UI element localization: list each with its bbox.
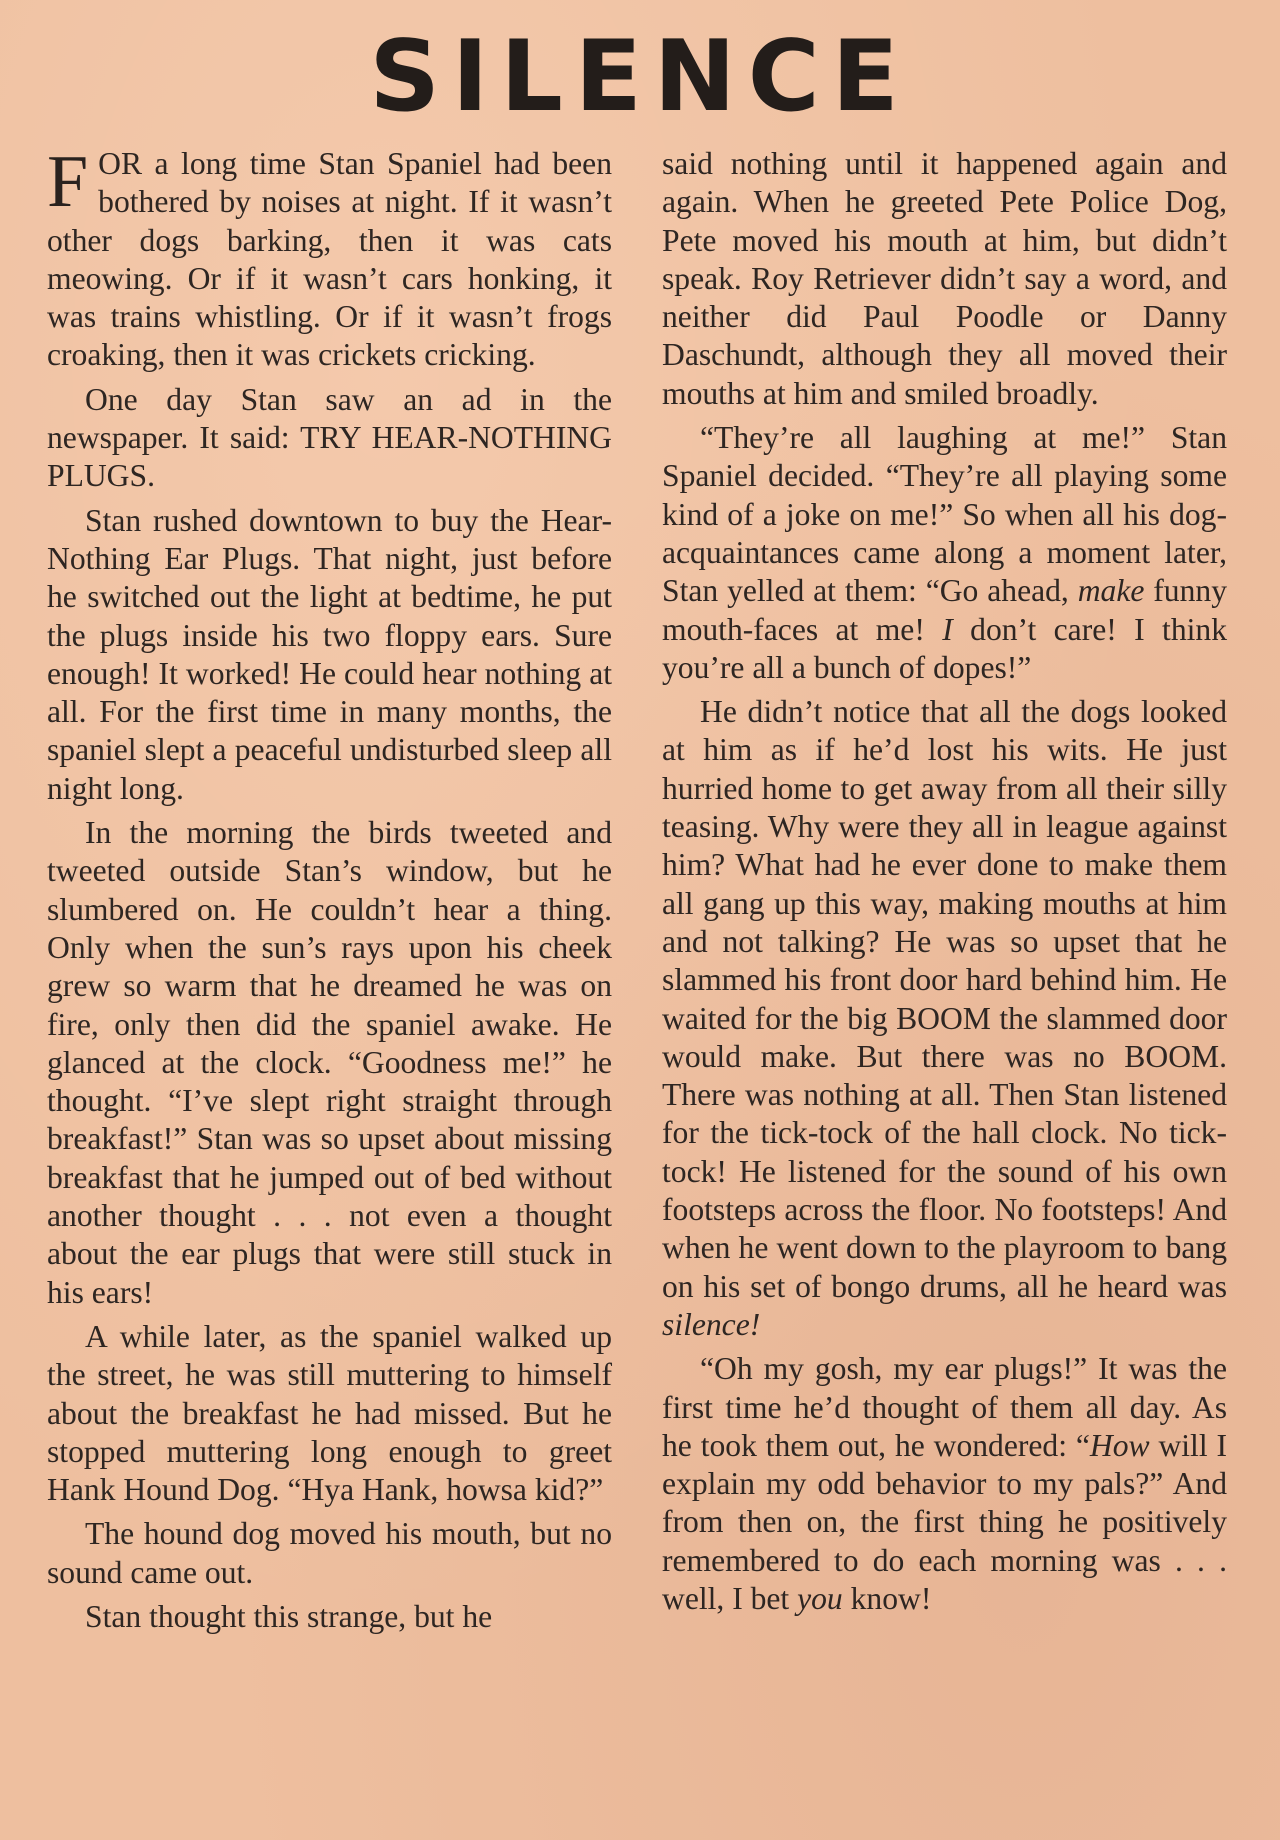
- drop-cap: F: [47, 141, 89, 223]
- emphasis-silence: silence!: [662, 1306, 761, 1342]
- paragraph-10-text-3: know!: [842, 1580, 932, 1616]
- paragraph-8: [662, 419, 1227, 687]
- story-title: SILENCE: [369, 20, 911, 134]
- left-column: [47, 141, 612, 1642]
- paragraph-10-text-2: will I explain my odd behavior to my pals?” And from then on, the first thing he positively remembered to do each morning was . . . well, I bet: [662, 1427, 1228, 1616]
- paragraph-2: One day Stan saw an ad in the newspaper. It said: TRY HEAR-NOTHING PLUGS.: [47, 381, 612, 494]
- paragraph-8-quote-3: don’t care! I think you’re all a bunch of dopes!”: [662, 611, 1228, 685]
- paragraph-9-text: He didn’t notice that all the dogs looked at him as if he’d lost his wits. He just hurried home to get away from all their silly teasing. Why were they all in league against him? What had he ever done to make them all gang up this way, making mouths at him and not talking? He was so upset that he slammed his front door hard behind him. He waited for the big BOOM the slammed door would make. But there was no BOOM. There was nothing at all. Then Stan listened for the tick-tock of the hall clock. No tick-tock! He listened for the sound of his own footsteps across the floor. No footsteps! And when he went down to the playroom to bang on his set of bongo drums, all he heard was: [662, 694, 1227, 1304]
- paragraph-6: The hound dog moved his mouth, but no sound came out.: [47, 1516, 612, 1590]
- emphasis-how: How: [1089, 1427, 1150, 1463]
- paragraph-4: In the morning the birds tweeted and tweeted outside Stan’s window, but he slumbered on. He couldn’t hear a thing. Only when the sun’s rays upon his cheek grew so warm that he dreamed he was on fire, only then did the spaniel awake. He glanced at the clock. “Goodness me!” he thought. “I’ve slept right straight through breakfast!” Stan was so upset about missing breakfast that he jumped out of bed without another thought . . . not even a thought about the ear plugs that were still stuck in his ears!: [47, 815, 612, 1310]
- paragraph-10: [662, 1350, 1227, 1618]
- emphasis-make: make: [1077, 573, 1145, 609]
- paragraph-1-text: OR a long time Stan Spaniel had been bothered by noises at night. If it wasn’t other dogs barking, then it was cats meowing. Or if it wasn’t cars honking, it was trains whistling. Or if it wasn’t frogs croaking, then it was crickets cricking.: [47, 146, 612, 373]
- paragraph-9: [662, 693, 1227, 1344]
- paragraph-7-continued: said nothing until it happened again and again. When he greeted Pete Police Dog, Pete moved his mouth at him, but didn’t speak. Roy Retriever didn’t say a word, and neither did Paul Poodle or Danny Daschundt, although they all moved their mouths at him and smiled broadly.: [662, 146, 1227, 411]
- paragraph-10-text: “Oh my gosh, my ear plugs!” It was the first time he’d thought of them all day. As he took them out, he wondered: “: [662, 1351, 1227, 1463]
- paragraph-8-text: “They’re all laughing at me!” Stan Spaniel decided. “They’re all playing some kind of a joke on me!” So when all his dog-acquaintances came along a moment later, Stan yelled at them:: [662, 420, 1227, 609]
- paragraph-3: Stan rushed downtown to buy the Hear-Nothing Ear Plugs. That night, just before he switched out the light at bedtime, he put the plugs inside his two floppy ears. Sure enough! It worked! He could hear nothing at all. For the first time in many months, the spaniel slept a peaceful undisturbed sleep all night long.: [47, 502, 612, 806]
- emphasis-you: you: [797, 1580, 843, 1616]
- emphasis-i: I: [942, 611, 953, 647]
- right-column: [662, 145, 1227, 1624]
- paragraph-8-quote-2: funny mouth-faces at me!: [662, 573, 1227, 647]
- paragraph-1: [47, 141, 612, 375]
- paragraph-5: A while later, as the spaniel walked up the street, he was still muttering to himself about the breakfast he had missed. But he stopped muttering long enough to greet Hank Hound Dog. “Hya Hank, howsa kid?”: [47, 1318, 612, 1508]
- paragraph-8-quote: “Go ahead,: [925, 573, 1078, 609]
- paragraph-7-start: Stan thought this strange, but he: [85, 1598, 493, 1634]
